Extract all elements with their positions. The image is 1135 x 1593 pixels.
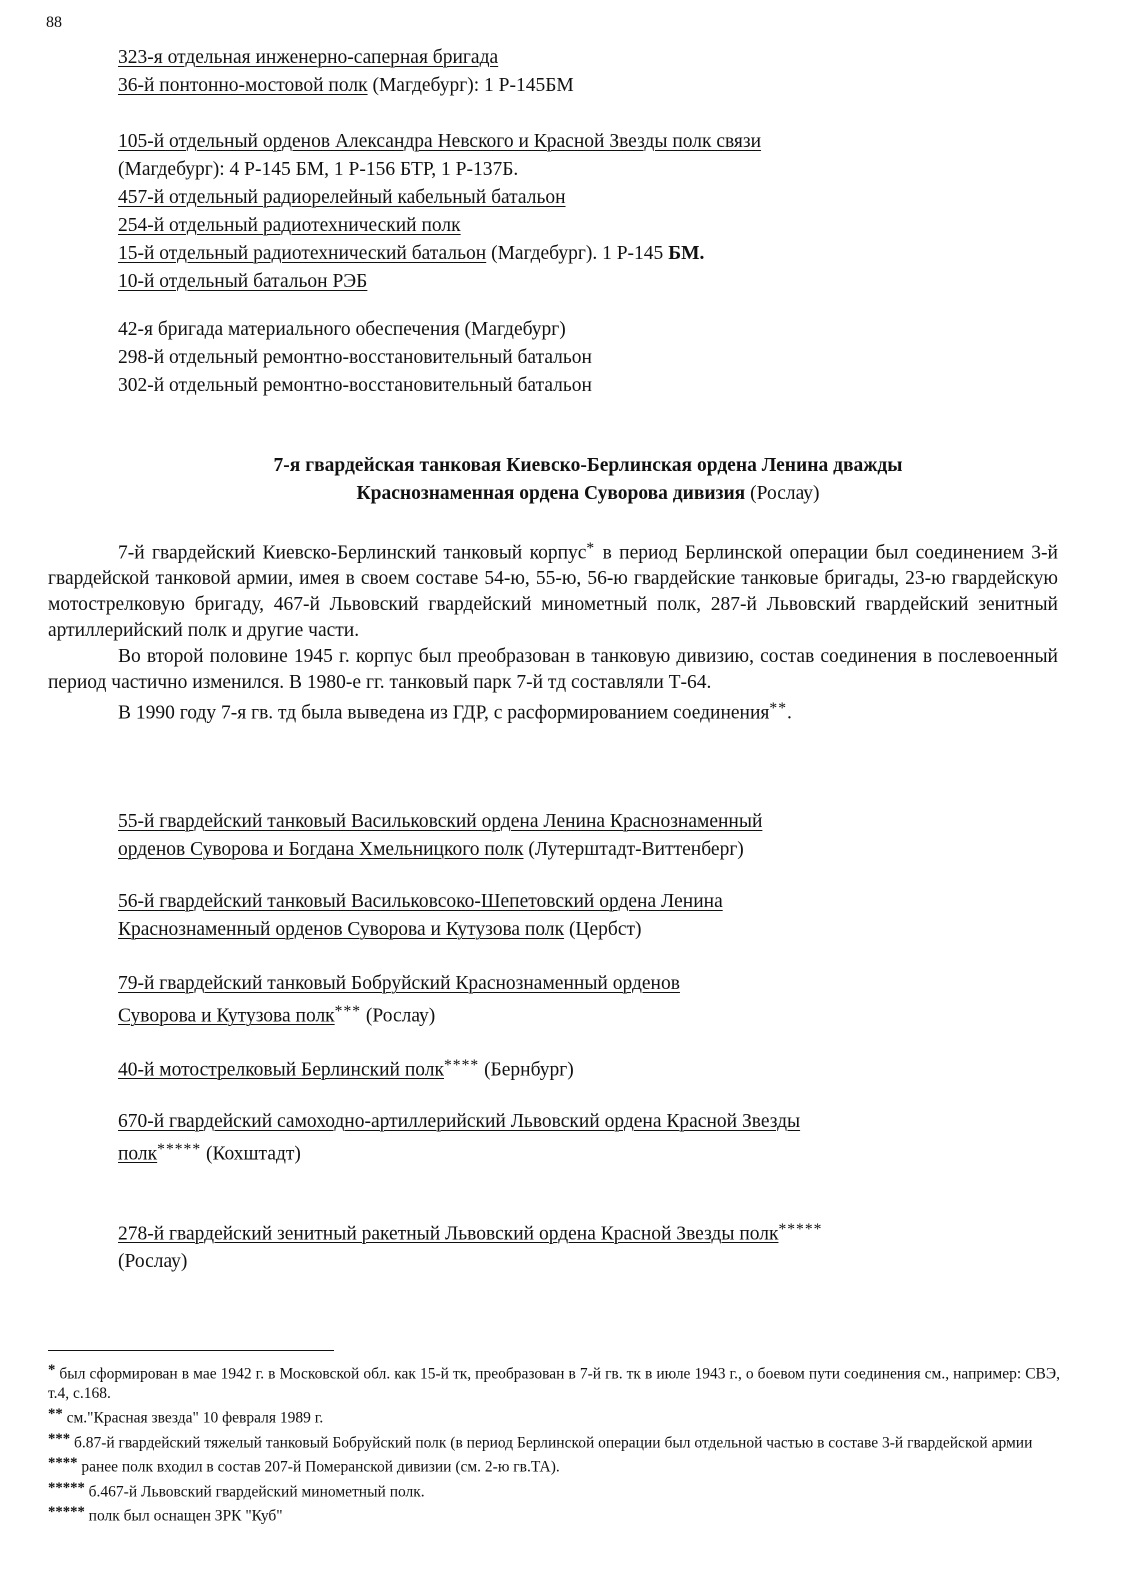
division-heading-line1: 7-я гвардейская танковая Киевско-Берлинская ордена Ленина дважды — [273, 455, 903, 476]
unit-457: 457-й отдельный радиорелейный кабельный батальон — [118, 187, 566, 208]
unit-323: 323-я отдельная инженерно-саперная бригада — [118, 47, 499, 68]
division-heading-line2: Краснознаменная ордена Суворова дивизия (Рослау) — [356, 483, 820, 504]
unit-298: 298-й отдельный ремонтно-восстановительный батальон — [118, 347, 592, 368]
footnote: ** см."Красная звезда" 10 февраля 1989 г. — [48, 1406, 324, 1427]
unit-254: 254-й отдельный радиотехнический полк — [118, 215, 461, 236]
page-number: 88 — [46, 14, 62, 31]
paragraph-1: 7-й гвардейский Киевско-Берлинский танковый корпус* в период Берлинской операции был соединением 3-й гвардейской танковой армии, имея в своем составе 54-ю, 55-ю, 56-ю гвардейские танковые бригады, 23-ю гвардейскую мотострелковую бригаду, 467-й Львовский гвардейский минометный полк, 287-й Львовский гвардейский зенитный артиллерийский полк и другие части. — [48, 540, 1058, 642]
units-engineering-block — [118, 44, 574, 100]
division-heading — [118, 452, 1058, 508]
footnote-ref: **** — [444, 1057, 480, 1074]
regiment-278: 278-й гвардейский зенитный ракетный Львовский ордена Красной Звезды полк***** (Рослау) — [118, 1221, 823, 1273]
footnote-ref: *** — [334, 1003, 362, 1020]
footnote-ref: ***** — [778, 1221, 823, 1238]
footnote: * был сформирован в мае 1942 г. в Московской обл. как 15-й тк, преобразован в 7-й гв. тк в июле 1943 г., о боевом пути соединения см., например: СВЭ, т.4, с.168. — [48, 1362, 1060, 1403]
footnotes — [48, 1360, 1060, 1526]
unit-42: 42-я бригада материального обеспечения (Магдебург) — [118, 319, 566, 340]
units-support-block — [118, 316, 592, 400]
unit-10: 10-й отдельный батальон РЭБ — [118, 271, 368, 292]
footnote: **** ранее полк входил в состав 207-й Померанской дивизии (см. 2-ю гв.ТА). — [48, 1455, 560, 1476]
regiment-55: 55-й гвардейский танковый Васильковский ордена Ленина Краснознаменный орденов Суворова и Богдана Хмельницкого полк (Лутерштадт-Виттенберг) — [118, 811, 763, 860]
unit-105-equipment: (Магдебург): 4 Р-145 БМ, 1 Р-156 БТР, 1 Р-137Б. — [118, 159, 519, 180]
footnote-ref: ** — [769, 700, 787, 718]
unit-302: 302-й отдельный ремонтно-восстановительный батальон — [118, 375, 592, 396]
unit-36: 36-й понтонно-мостовой полк (Магдебург): 1 Р-145БМ — [118, 75, 574, 96]
paragraph-3: В 1990 году 7-я гв. тд была выведена из ГДР, с расформированием соединения**. — [118, 700, 792, 724]
units-signal-block — [118, 128, 761, 296]
unit-105: 105-й отдельный орденов Александра Невского и Красной Звезды полк связи — [118, 131, 762, 152]
footnote-ref: * — [586, 540, 596, 557]
footnote: ***** б.467-й Львовский гвардейский минометный полк. — [48, 1479, 425, 1501]
unit-15: 15-й отдельный радиотехнический батальон (Магдебург). 1 Р-145 БМ. — [118, 243, 705, 264]
footnote: ***** полк был оснащен ЗРК "Куб" — [48, 1504, 283, 1525]
regiment-56: 56-й гвардейский танковый Васильковсоко-Шепетовский ордена Ленина Краснознаменный орденов Суворова и Кутузова полк (Цербст) — [118, 891, 723, 940]
regiment-670: 670-й гвардейский самоходно-артиллерийский Львовский ордена Красной Звезды полк***** (Кохштадт) — [118, 1111, 801, 1165]
regiment-40: 40-й мотострелковый Берлинский полк**** (Бернбург) — [118, 1057, 574, 1081]
footnote: *** б.87-й гвардейский тяжелый танковый Бобруйский полк (в период Берлинской операции был отдельной частью в составе 3-й гвардейской армии — [48, 1430, 1033, 1452]
footnote-ref: ***** — [157, 1141, 202, 1158]
division-history — [48, 536, 1058, 727]
regiment-79: 79-й гвардейский танковый Бобруйский Краснознаменный орденов Суворова и Кутузова полк*** (Рослау) — [118, 973, 680, 1027]
footnote-separator — [48, 1350, 334, 1351]
paragraph-2: Во второй половине 1945 г. корпус был преобразован в танковую дивизию, состав соединения в послевоенный период частично изменился. В 1980-е гг. танковый парк 7-й тд составляли Т-64. — [48, 646, 1058, 694]
